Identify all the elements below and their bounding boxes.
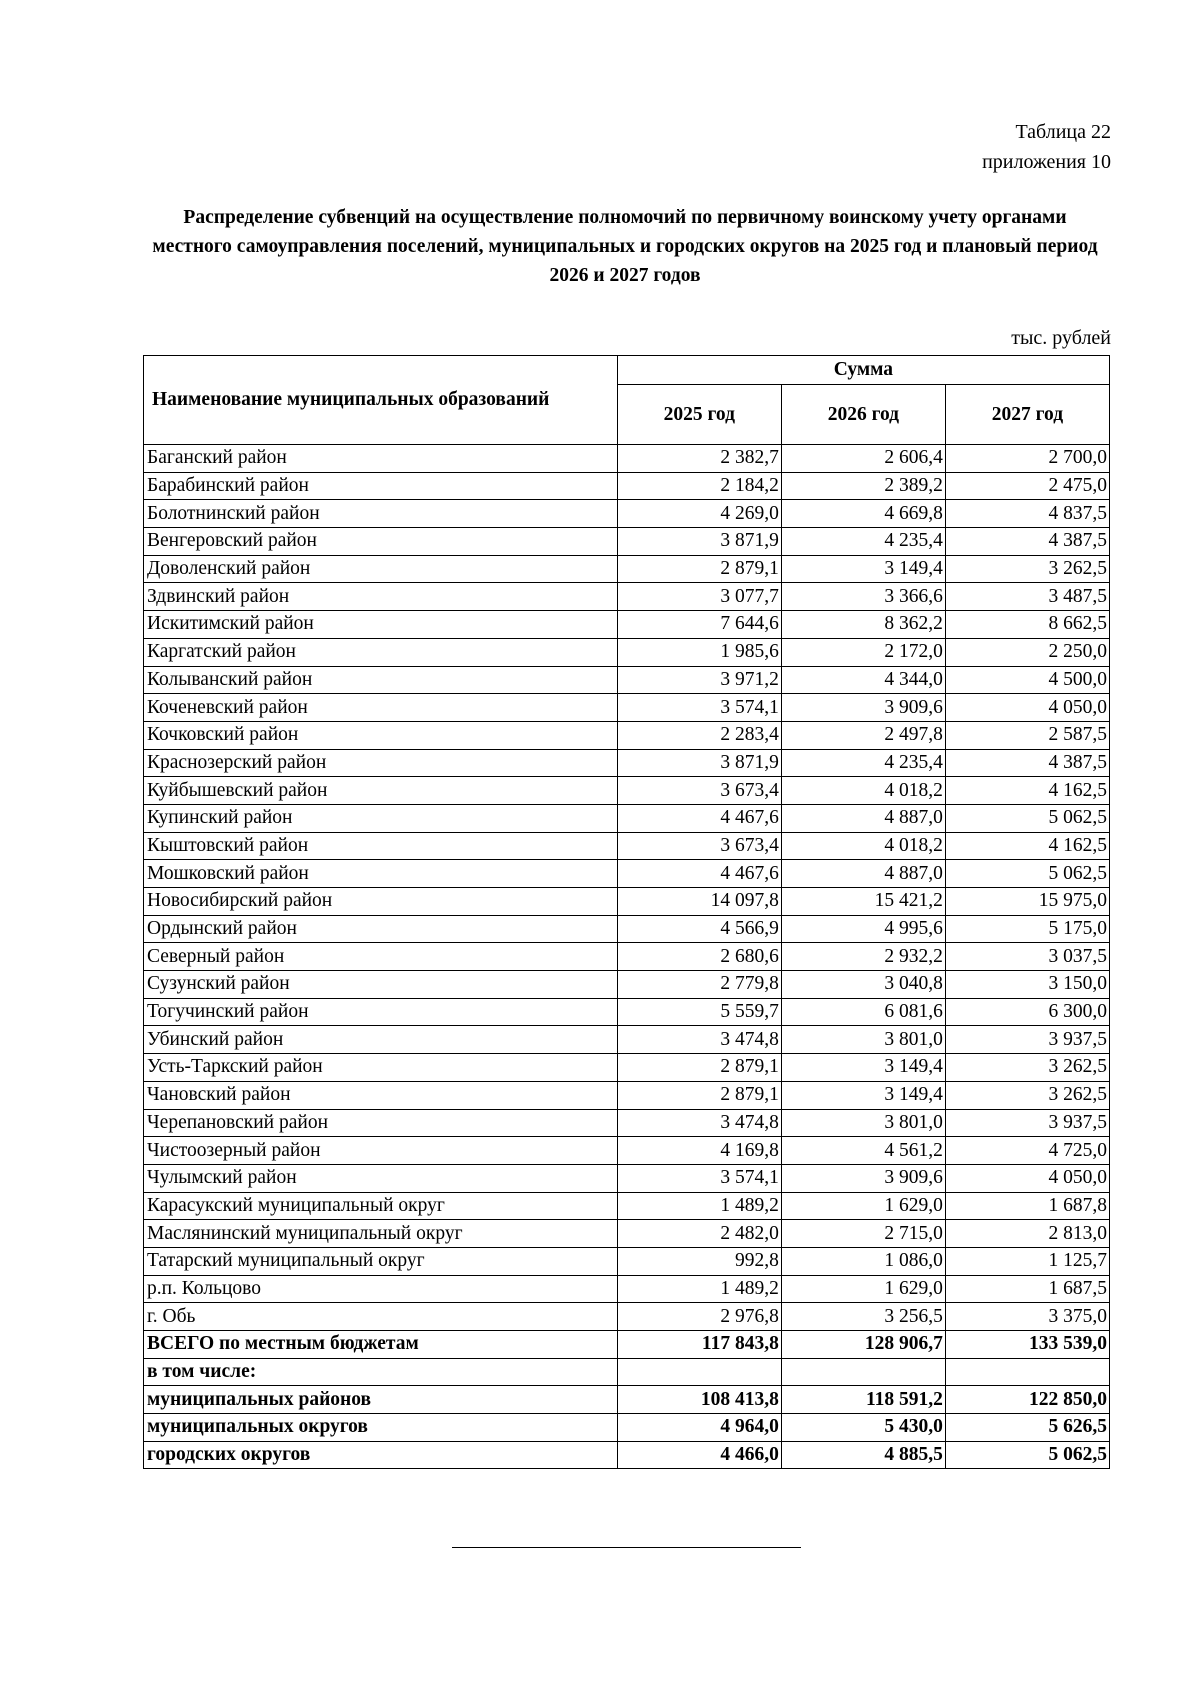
table-row (144, 888, 1110, 916)
municipality-name: Черепановский район (144, 1109, 618, 1137)
table-row (144, 860, 1110, 888)
amount-cell: 4 387,5 (945, 749, 1109, 777)
amount-cell: 122 850,0 (945, 1386, 1109, 1414)
amount-cell: 3 574,1 (617, 1164, 781, 1192)
amount-cell: 5 062,5 (945, 860, 1109, 888)
table-row (144, 971, 1110, 999)
table-row (144, 1054, 1110, 1082)
table-row (144, 528, 1110, 556)
municipality-name: г. Обь (144, 1303, 618, 1331)
amount-cell: 3 909,6 (781, 694, 945, 722)
table-row (144, 638, 1110, 666)
amount-cell: 3 256,5 (781, 1303, 945, 1331)
table-row (144, 1137, 1110, 1165)
table-number: Таблица 22 (1015, 121, 1111, 143)
municipality-name: Чановский район (144, 1081, 618, 1109)
amount-cell: 1 629,0 (781, 1275, 945, 1303)
amount-cell: 3 037,5 (945, 943, 1109, 971)
amount-cell: 108 413,8 (617, 1386, 781, 1414)
amount-cell: 128 906,7 (781, 1331, 945, 1359)
amount-cell: 6 300,0 (945, 998, 1109, 1026)
amount-cell (617, 1358, 781, 1386)
amount-cell: 7 644,6 (617, 611, 781, 639)
amount-cell: 2 879,1 (617, 1054, 781, 1082)
amount-cell: 2 715,0 (781, 1220, 945, 1248)
amount-cell: 5 175,0 (945, 915, 1109, 943)
amount-cell: 5 626,5 (945, 1414, 1109, 1442)
amount-cell: 4 500,0 (945, 666, 1109, 694)
municipality-name: Краснозерский район (144, 749, 618, 777)
table-row (144, 1331, 1110, 1359)
appendix-number: приложения 10 (982, 151, 1111, 173)
municipality-name: Тогучинский район (144, 998, 618, 1026)
amount-cell: 4 566,9 (617, 915, 781, 943)
amount-cell: 8 662,5 (945, 611, 1109, 639)
amount-cell: 2 932,2 (781, 943, 945, 971)
municipality-name: городских округов (144, 1441, 618, 1469)
amount-cell: 3 149,4 (781, 1054, 945, 1082)
municipality-name: Барабинский район (144, 472, 618, 500)
municipality-name: Искитимский район (144, 611, 618, 639)
amount-cell: 118 591,2 (781, 1386, 945, 1414)
subvention-table (143, 355, 1110, 1469)
municipality-name: Доволенский район (144, 555, 618, 583)
amount-cell: 3 673,4 (617, 832, 781, 860)
amount-cell: 4 162,5 (945, 832, 1109, 860)
amount-cell: 2 497,8 (781, 721, 945, 749)
municipality-name: Маслянинский муниципальный округ (144, 1220, 618, 1248)
amount-cell: 4 162,5 (945, 777, 1109, 805)
amount-cell: 3 474,8 (617, 1109, 781, 1137)
amount-cell: 4 467,6 (617, 804, 781, 832)
municipality-name: ВСЕГО по местным бюджетам (144, 1331, 618, 1359)
amount-cell: 3 801,0 (781, 1109, 945, 1137)
table-row (144, 611, 1110, 639)
amount-cell: 4 344,0 (781, 666, 945, 694)
municipality-name: Купинский район (144, 804, 618, 832)
municipality-name: Чистоозерный район (144, 1137, 618, 1165)
municipality-name: Болотнинский район (144, 500, 618, 528)
municipality-name: Ордынский район (144, 915, 618, 943)
municipality-name: Здвинский район (144, 583, 618, 611)
table-row (144, 1081, 1110, 1109)
amount-cell: 3 871,9 (617, 528, 781, 556)
amount-cell: 1 985,6 (617, 638, 781, 666)
table-row (144, 472, 1110, 500)
amount-cell: 4 669,8 (781, 500, 945, 528)
amount-cell: 2 879,1 (617, 1081, 781, 1109)
amount-cell: 4 885,5 (781, 1441, 945, 1469)
amount-cell: 2 606,4 (781, 445, 945, 473)
table-row (144, 943, 1110, 971)
amount-cell: 3 149,4 (781, 555, 945, 583)
header-sum: Сумма (617, 356, 1109, 385)
amount-cell: 3 871,9 (617, 749, 781, 777)
amount-cell: 15 975,0 (945, 888, 1109, 916)
municipality-name: Новосибирский район (144, 888, 618, 916)
table-row (144, 694, 1110, 722)
municipality-name: Мошковский район (144, 860, 618, 888)
footer-divider (452, 1547, 801, 1548)
amount-cell: 2 587,5 (945, 721, 1109, 749)
table-row (144, 1414, 1110, 1442)
amount-cell: 3 474,8 (617, 1026, 781, 1054)
amount-cell: 3 150,0 (945, 971, 1109, 999)
amount-cell: 3 262,5 (945, 1054, 1109, 1082)
amount-cell: 3 909,6 (781, 1164, 945, 1192)
amount-cell: 15 421,2 (781, 888, 945, 916)
amount-cell: 5 062,5 (945, 1441, 1109, 1469)
amount-cell: 2 184,2 (617, 472, 781, 500)
amount-cell: 133 539,0 (945, 1331, 1109, 1359)
amount-cell: 3 801,0 (781, 1026, 945, 1054)
table-row (144, 1303, 1110, 1331)
amount-cell: 1 687,8 (945, 1192, 1109, 1220)
table-row (144, 445, 1110, 473)
amount-cell: 14 097,8 (617, 888, 781, 916)
amount-cell: 2 680,6 (617, 943, 781, 971)
amount-cell: 2 250,0 (945, 638, 1109, 666)
table-row (144, 1386, 1110, 1414)
amount-cell: 4 169,8 (617, 1137, 781, 1165)
amount-cell: 4 050,0 (945, 694, 1109, 722)
document-title: Распределение субвенций на осуществление полномочий по первичному воинскому учету органами местного самоуправления поселений, муниципальных и городских округов на 2025 год и плановый период 2026 и 2027 годов (152, 207, 1098, 286)
municipality-name: Карасукский муниципальный округ (144, 1192, 618, 1220)
header-year-2025: 2025 год (617, 385, 781, 445)
table-row (144, 749, 1110, 777)
table-row (144, 1220, 1110, 1248)
municipality-name: Сузунский район (144, 971, 618, 999)
amount-cell: 2 813,0 (945, 1220, 1109, 1248)
amount-cell: 4 561,2 (781, 1137, 945, 1165)
municipality-name: муниципальных районов (144, 1386, 618, 1414)
amount-cell: 1 489,2 (617, 1275, 781, 1303)
amount-cell: 8 362,2 (781, 611, 945, 639)
municipality-name: в том числе: (144, 1358, 618, 1386)
amount-cell: 5 430,0 (781, 1414, 945, 1442)
amount-cell: 3 262,5 (945, 1081, 1109, 1109)
municipality-name: Коченевский район (144, 694, 618, 722)
table-row (144, 666, 1110, 694)
amount-cell: 5 559,7 (617, 998, 781, 1026)
amount-cell: 4 018,2 (781, 832, 945, 860)
amount-cell: 4 050,0 (945, 1164, 1109, 1192)
amount-cell: 4 466,0 (617, 1441, 781, 1469)
header-year-2027: 2027 год (945, 385, 1109, 445)
amount-cell: 3 971,2 (617, 666, 781, 694)
amount-cell: 3 937,5 (945, 1026, 1109, 1054)
amount-cell: 5 062,5 (945, 804, 1109, 832)
amount-cell: 1 687,5 (945, 1275, 1109, 1303)
municipality-name: Колыванский район (144, 666, 618, 694)
table-row (144, 1192, 1110, 1220)
amount-cell: 3 040,8 (781, 971, 945, 999)
table-row (144, 1247, 1110, 1275)
amount-cell: 1 629,0 (781, 1192, 945, 1220)
table-row (144, 832, 1110, 860)
amount-cell: 2 475,0 (945, 472, 1109, 500)
amount-cell: 3 366,6 (781, 583, 945, 611)
table-row (144, 555, 1110, 583)
amount-cell: 3 487,5 (945, 583, 1109, 611)
amount-cell: 2 779,8 (617, 971, 781, 999)
amount-cell: 4 269,0 (617, 500, 781, 528)
amount-cell: 3 149,4 (781, 1081, 945, 1109)
amount-cell: 4 235,4 (781, 528, 945, 556)
amount-cell: 3 574,1 (617, 694, 781, 722)
amount-cell: 2 172,0 (781, 638, 945, 666)
amount-cell: 2 976,8 (617, 1303, 781, 1331)
table-row (144, 1275, 1110, 1303)
table-row (144, 777, 1110, 805)
amount-cell: 4 887,0 (781, 860, 945, 888)
amount-cell: 1 489,2 (617, 1192, 781, 1220)
municipality-name: муниципальных округов (144, 1414, 618, 1442)
amount-cell: 3 673,4 (617, 777, 781, 805)
table-row (144, 998, 1110, 1026)
table-row (144, 1164, 1110, 1192)
municipality-name: Баганский район (144, 445, 618, 473)
header-municipality: Наименование муниципальных образований (144, 356, 618, 445)
amount-cell (781, 1358, 945, 1386)
amount-cell: 2 389,2 (781, 472, 945, 500)
header-year-2026: 2026 год (781, 385, 945, 445)
table-row (144, 915, 1110, 943)
amount-cell: 4 467,6 (617, 860, 781, 888)
amount-cell: 3 375,0 (945, 1303, 1109, 1331)
amount-cell: 6 081,6 (781, 998, 945, 1026)
amount-cell: 2 879,1 (617, 555, 781, 583)
amount-cell: 2 283,4 (617, 721, 781, 749)
municipality-name: р.п. Кольцово (144, 1275, 618, 1303)
amount-cell: 2 382,7 (617, 445, 781, 473)
municipality-name: Кыштовский район (144, 832, 618, 860)
amount-cell: 4 887,0 (781, 804, 945, 832)
table-row (144, 500, 1110, 528)
amount-cell: 4 964,0 (617, 1414, 781, 1442)
municipality-name: Татарский муниципальный округ (144, 1247, 618, 1275)
amount-cell: 4 837,5 (945, 500, 1109, 528)
amount-cell: 4 018,2 (781, 777, 945, 805)
municipality-name: Кочковский район (144, 721, 618, 749)
amount-cell: 3 077,7 (617, 583, 781, 611)
municipality-name: Венгеровский район (144, 528, 618, 556)
table-row (144, 1358, 1110, 1386)
amount-cell: 992,8 (617, 1247, 781, 1275)
table-reference (982, 117, 1111, 177)
municipality-name: Усть-Таркский район (144, 1054, 618, 1082)
amount-cell (945, 1358, 1109, 1386)
municipality-name: Куйбышевский район (144, 777, 618, 805)
table-row (144, 1441, 1110, 1469)
municipality-name: Каргатский район (144, 638, 618, 666)
amount-cell: 4 725,0 (945, 1137, 1109, 1165)
amount-cell: 1 125,7 (945, 1247, 1109, 1275)
amount-cell: 3 937,5 (945, 1109, 1109, 1137)
unit-label: тыс. рублей (1011, 327, 1111, 349)
municipality-name: Северный район (144, 943, 618, 971)
amount-cell: 4 235,4 (781, 749, 945, 777)
amount-cell: 4 387,5 (945, 528, 1109, 556)
municipality-name: Убинский район (144, 1026, 618, 1054)
table-row (144, 721, 1110, 749)
table-row (144, 804, 1110, 832)
amount-cell: 1 086,0 (781, 1247, 945, 1275)
amount-cell: 117 843,8 (617, 1331, 781, 1359)
amount-cell: 2 700,0 (945, 445, 1109, 473)
table-row (144, 1109, 1110, 1137)
table-row (144, 1026, 1110, 1054)
amount-cell: 3 262,5 (945, 555, 1109, 583)
amount-cell: 4 995,6 (781, 915, 945, 943)
municipality-name: Чулымский район (144, 1164, 618, 1192)
amount-cell: 2 482,0 (617, 1220, 781, 1248)
table-row (144, 583, 1110, 611)
